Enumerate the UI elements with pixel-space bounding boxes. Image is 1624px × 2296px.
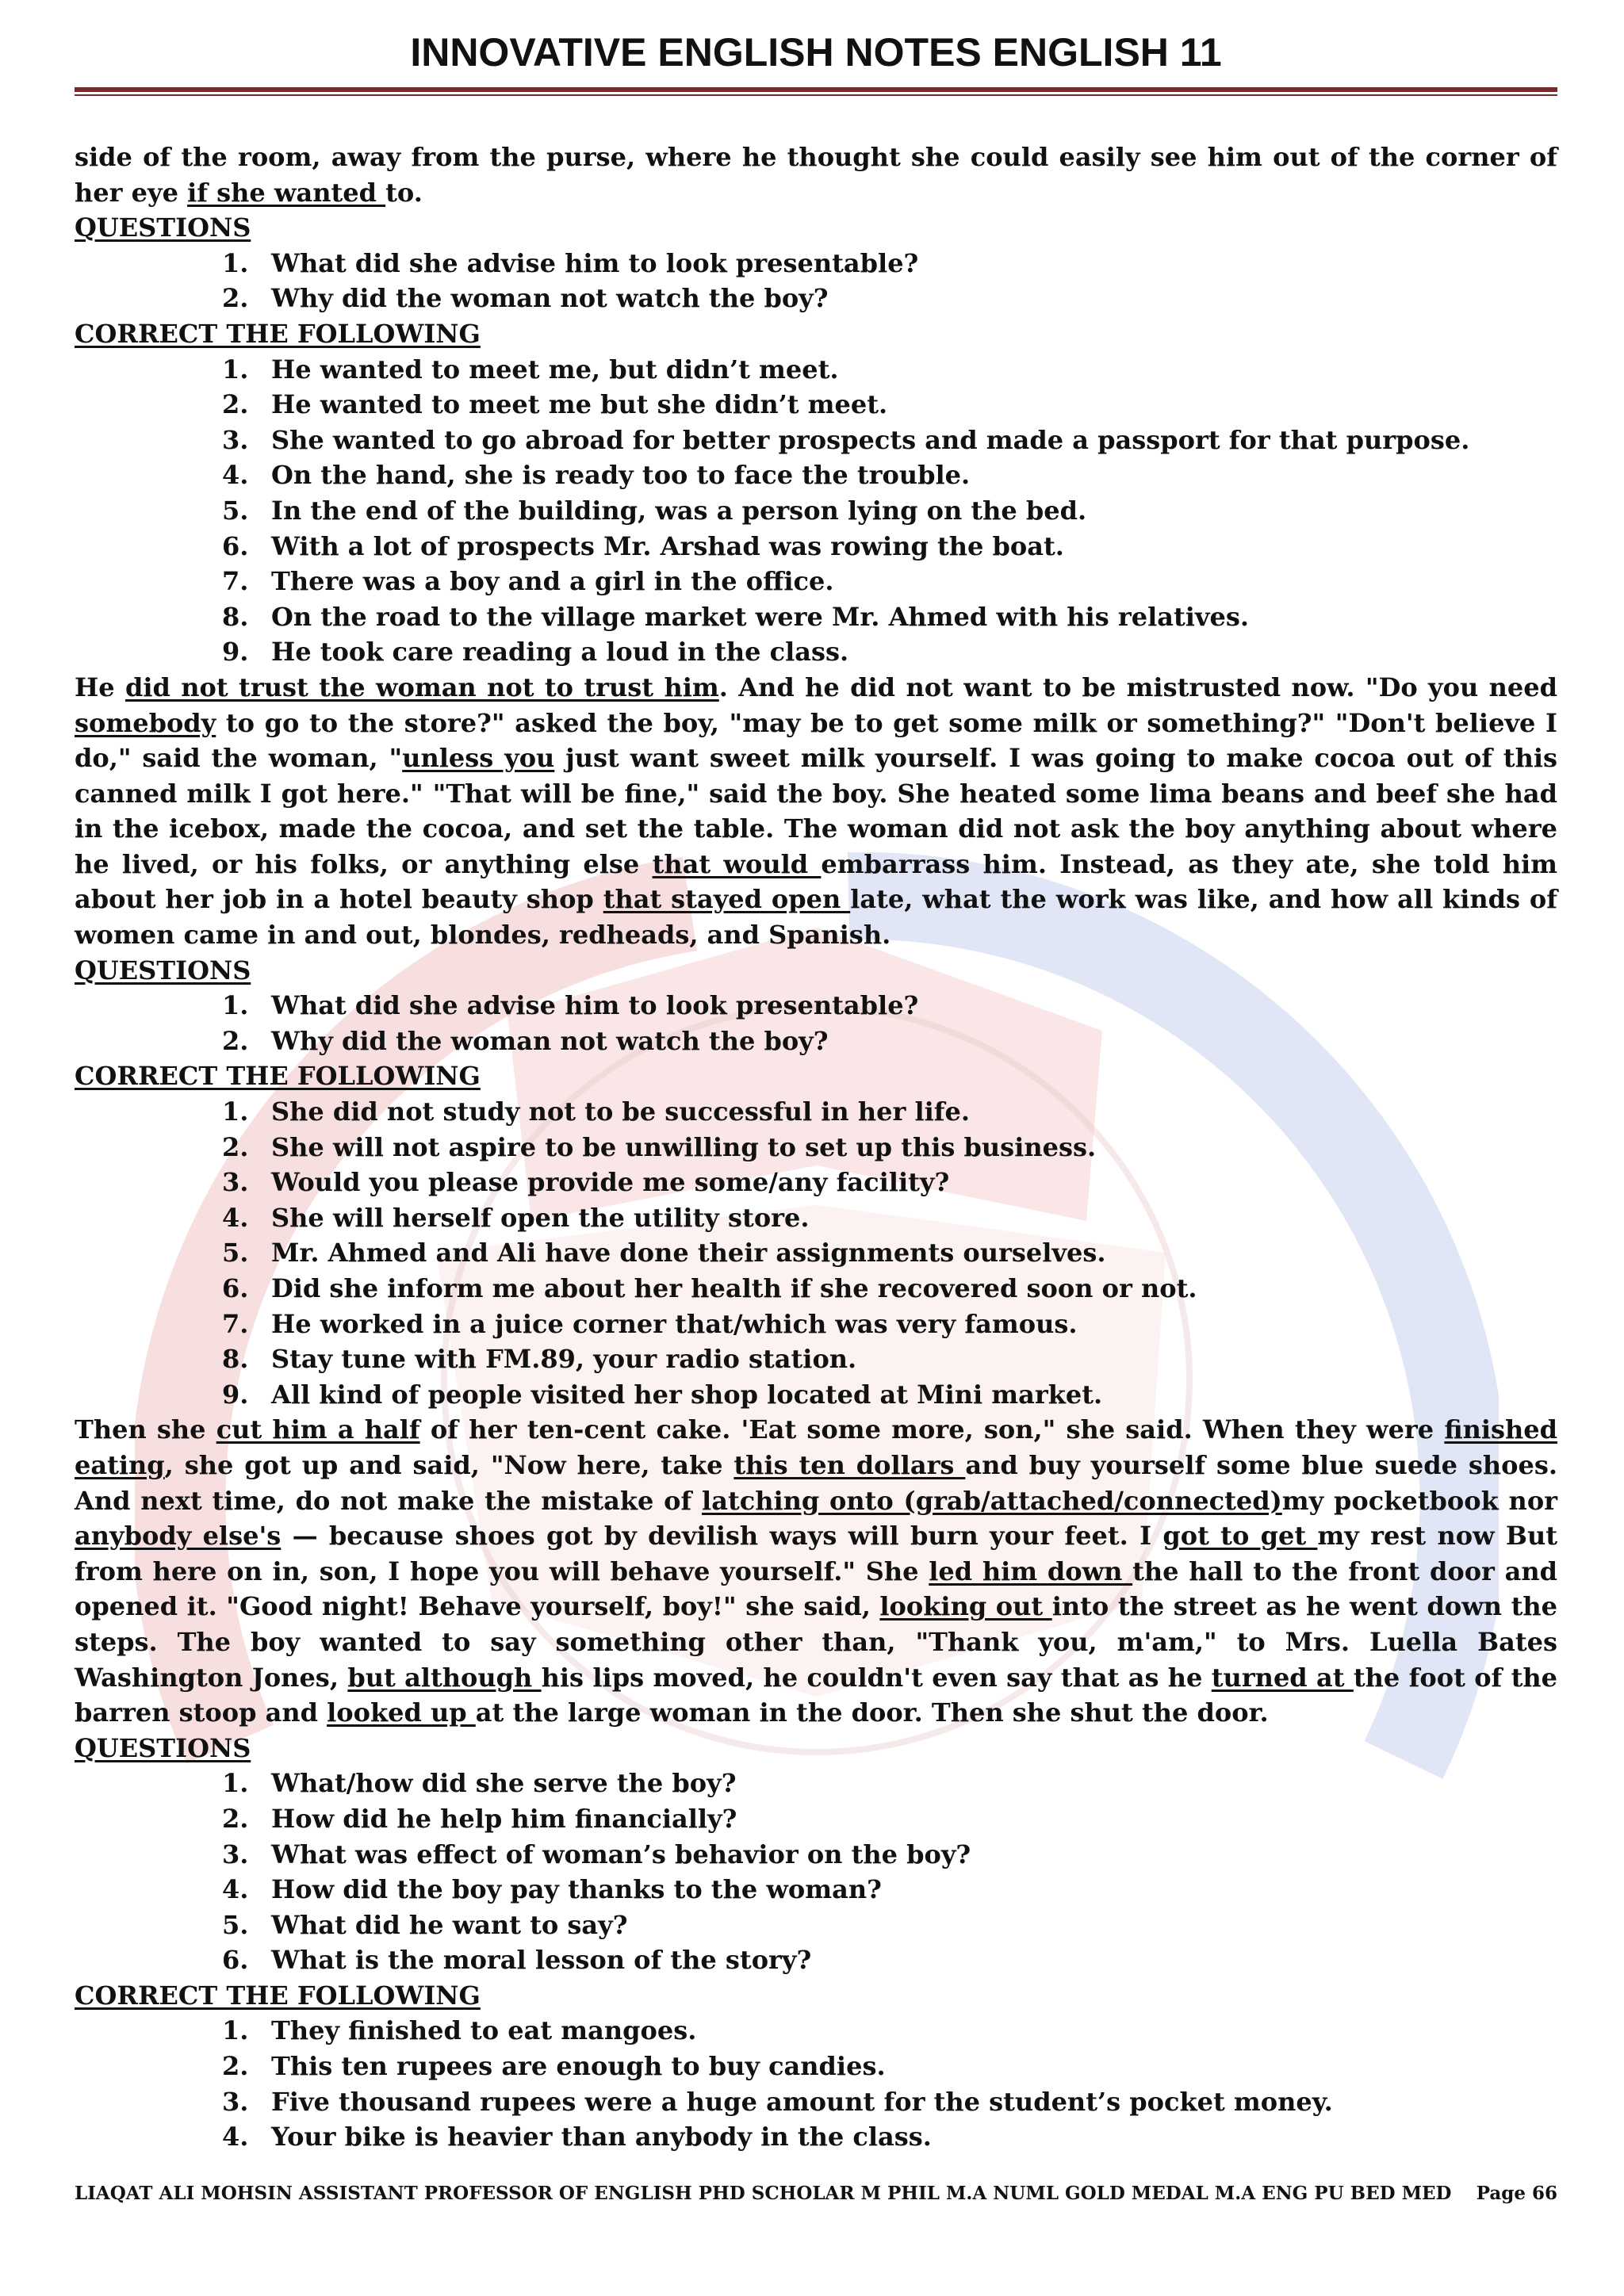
list-item: 8. Stay tune with FM.89, your radio station.: [222, 1344, 857, 1375]
questions-heading-3: QUESTIONS: [75, 1732, 251, 1763]
paragraph-story-1: He did not trust the woman not to trust him. And he did not want to be mistrusted now. "Do you need somebody to go to the store?" asked the boy, "may be to get some milk or something?" "Don't believe I do," said the woman, "unless you just want sweet milk yourself. I was going to make cocoa out of this canned milk I got here." "That will be fine," said the boy. She heated some lima beans and beef she had in the icebox, made the cocoa, and set the table. The woman did not ask the boy anything about where he lived, or his folks, or anything else that would embarrass him. Instead, as they ate, she told him about her job in a hotel beauty shop that stayed open late, what the work was like, and how all kinds of women came in and out, blondes, redheads, and Spanish.: [75, 672, 1558, 951]
list-item: 2. How did he help him financially?: [222, 1803, 737, 1834]
list-item: 7. He worked in a juice corner that/which was very famous.: [222, 1308, 1078, 1339]
page-content: [75, 140, 1557, 2155]
list-item: 1. They finished to eat mangoes.: [222, 2015, 697, 2046]
list-item: 2. He wanted to meet me but she didn’t meet.: [222, 389, 888, 420]
correct-heading-2: CORRECT THE FOLLOWING: [75, 1061, 481, 1092]
list-item: 2. She will not aspire to be unwilling to set up this business.: [222, 1131, 1097, 1162]
list-item: 1. He wanted to meet me, but didn’t meet.: [222, 354, 839, 385]
questions-heading-1: QUESTIONS: [75, 212, 251, 243]
list-item: 3. She wanted to go abroad for better prospects and made a passport for that purpose.: [222, 424, 1470, 455]
list-item: 4. How did the boy pay thanks to the woman?: [222, 1874, 882, 1905]
list-item: 7. There was a boy and a girl in the office.: [222, 566, 834, 597]
list-item: 6. Did she inform me about her health if she recovered soon or not.: [222, 1273, 1197, 1303]
questions-heading-2: QUESTIONS: [75, 955, 251, 985]
questions-list-3: [75, 1766, 1557, 1978]
page-number: Page 66: [1476, 2183, 1557, 2204]
correct-heading-3: CORRECT THE FOLLOWING: [75, 1980, 481, 2011]
list-item: 3. What was effect of woman’s behavior on the boy?: [222, 1839, 971, 1869]
list-item: 4. Your bike is heavier than anybody in the class.: [222, 2122, 932, 2152]
list-item: 9. He took care reading a loud in the class.: [222, 637, 849, 668]
list-item: 6. What is the moral lesson of the story?: [222, 1945, 812, 1976]
list-item: 2. This ten rupees are enough to buy candies.: [222, 2051, 886, 2082]
list-item: 6. With a lot of prospects Mr. Arshad was rowing the boat.: [222, 530, 1064, 561]
list-item: 3. Would you please provide me some/any facility?: [222, 1167, 950, 1198]
page-header-title: INNOVATIVE ENGLISH NOTES ENGLISH 11: [410, 30, 1222, 75]
header-rule-thick: [75, 87, 1557, 92]
paragraph-intro: side of the room, away from the purse, where he thought she could easily see him out of the corner of her eye if she wanted to.: [75, 142, 1557, 208]
list-item: 4. On the hand, she is ready too to face the trouble.: [222, 460, 971, 491]
list-item: 8. On the road to the village market were Mr. Ahmed with his relatives.: [222, 601, 1250, 632]
footer-author: LIAQAT ALI MOHSIN ASSISTANT PROFESSOR OF ENGLISH PHD SCHOLAR M PHIL M.A NUML GOLD MEDAL M.A ENG PU BED MED: [75, 2183, 1452, 2204]
list-item: 1. What/how did she serve the boy?: [222, 1768, 737, 1799]
questions-list-2: [75, 988, 1557, 1058]
list-item: 2. Why did the woman not watch the boy?: [222, 283, 829, 314]
list-item: 4. She will herself open the utility store.: [222, 1202, 810, 1233]
correct-list-2: [75, 1094, 1557, 1412]
correct-heading-1: CORRECT THE FOLLOWING: [75, 318, 481, 349]
list-item: 2. Why did the woman not watch the boy?: [222, 1025, 829, 1056]
list-item: 5. In the end of the building, was a person lying on the bed.: [222, 495, 1087, 526]
paragraph-story-2: Then she cut him a half of her ten-cent cake. 'Eat some more, son," she said. When they were finished eating, she got up and said, "Now here, take this ten dollars and buy yourself some blue suede shoes. And next time, do not make the mistake of latching onto (grab/attached/connected)my pocketbook nor anybody else's — because shoes got by devilish ways will burn your feet. I got to get my rest now But from here on in, son, I hope you will behave yourself." She led him down the hall to the front door and opened it. "Good night! Behave yourself, boy!" she said, looking out into the street as he went down the steps. The boy wanted to say something other than, "Thank you, m'am," to Mrs. Luella Bates Washington Jones, but although his lips moved, he couldn't even say that as he turned at the foot of the barren stoop and looked up at the large woman in the door. Then she shut the door.: [75, 1414, 1558, 1728]
list-item: 9. All kind of people visited her shop located at Mini market.: [222, 1379, 1103, 1410]
list-item: 1. What did she advise him to look presentable?: [222, 990, 919, 1021]
list-item: 1. She did not study not to be successful in her life.: [222, 1096, 971, 1127]
page-footer: [75, 2182, 1557, 2206]
correct-list-1: [75, 352, 1557, 670]
list-item: 1. What did she advise him to look presentable?: [222, 247, 919, 278]
correct-list-3: [75, 2013, 1557, 2154]
list-item: 3. Five thousand rupees were a huge amount for the student’s pocket money.: [222, 2086, 1333, 2117]
list-item: 5. What did he want to say?: [222, 1909, 628, 1940]
header-rule-thin: [75, 94, 1557, 96]
list-item: 5. Mr. Ahmed and Ali have done their assignments ourselves.: [222, 1238, 1106, 1269]
questions-list-1: [75, 246, 1557, 316]
